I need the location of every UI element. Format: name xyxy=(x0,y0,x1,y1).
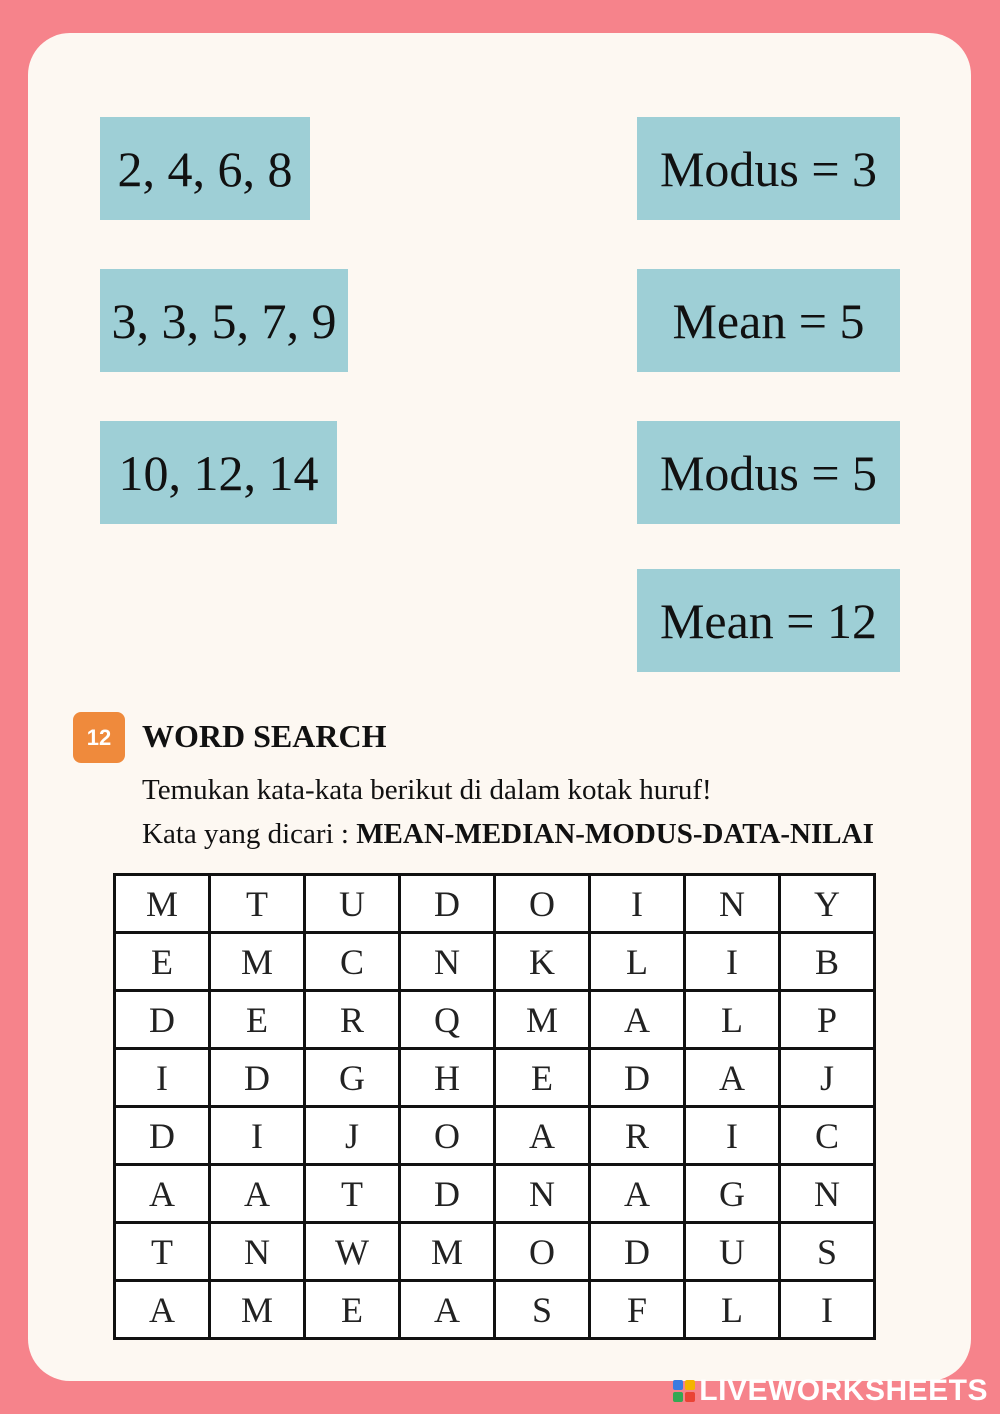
grid-cell[interactable]: G xyxy=(305,1049,400,1107)
dataset-card-3[interactable]: 10, 12, 14 xyxy=(100,421,337,524)
grid-cell[interactable]: K xyxy=(495,933,590,991)
grid-row xyxy=(115,1281,875,1339)
grid-cell[interactable]: R xyxy=(590,1107,685,1165)
grid-cell[interactable]: N xyxy=(400,933,495,991)
grid-cell[interactable]: H xyxy=(400,1049,495,1107)
grid-cell[interactable]: L xyxy=(685,991,780,1049)
grid-cell[interactable]: O xyxy=(495,875,590,933)
dataset-card-2[interactable]: 3, 3, 5, 7, 9 xyxy=(100,269,348,372)
grid-cell[interactable]: I xyxy=(685,1107,780,1165)
grid-cell[interactable]: P xyxy=(780,991,875,1049)
grid-row xyxy=(115,1107,875,1165)
grid-row xyxy=(115,1165,875,1223)
grid-cell[interactable]: R xyxy=(305,991,400,1049)
grid-cell[interactable]: M xyxy=(210,1281,305,1339)
word-search-grid xyxy=(113,873,876,1340)
liveworksheets-logo-icon xyxy=(673,1380,695,1402)
section-title: WORD SEARCH xyxy=(142,718,387,754)
section-number-badge: 12 xyxy=(73,712,125,763)
answer-card-1[interactable]: Modus = 3 xyxy=(637,117,900,220)
grid-cell[interactable]: J xyxy=(780,1049,875,1107)
grid-cell[interactable]: A xyxy=(210,1165,305,1223)
grid-cell[interactable]: O xyxy=(495,1223,590,1281)
grid-cell[interactable]: C xyxy=(780,1107,875,1165)
grid-cell[interactable]: N xyxy=(685,875,780,933)
grid-cell[interactable]: D xyxy=(590,1049,685,1107)
grid-cell[interactable]: I xyxy=(780,1281,875,1339)
grid-cell[interactable]: U xyxy=(305,875,400,933)
grid-cell[interactable]: D xyxy=(590,1223,685,1281)
grid-cell[interactable]: M xyxy=(495,991,590,1049)
grid-cell[interactable]: A xyxy=(590,991,685,1049)
grid-cell[interactable]: D xyxy=(210,1049,305,1107)
grid-cell[interactable]: S xyxy=(780,1223,875,1281)
answer-card-3[interactable]: Modus = 5 xyxy=(637,421,900,524)
grid-row xyxy=(115,991,875,1049)
grid-cell[interactable]: N xyxy=(495,1165,590,1223)
grid-cell[interactable]: T xyxy=(210,875,305,933)
grid-cell[interactable]: A xyxy=(495,1107,590,1165)
grid-cell[interactable]: T xyxy=(115,1223,210,1281)
grid-cell[interactable]: E xyxy=(210,991,305,1049)
grid-cell[interactable]: D xyxy=(400,1165,495,1223)
grid-cell[interactable]: A xyxy=(115,1165,210,1223)
grid-cell[interactable]: C xyxy=(305,933,400,991)
search-words-prefix: Kata yang dicari : xyxy=(142,818,357,850)
search-words-line xyxy=(142,818,874,851)
logo-text: LIVEWORKSHEETS xyxy=(699,1374,988,1407)
grid-cell[interactable]: N xyxy=(780,1165,875,1223)
grid-cell[interactable]: I xyxy=(210,1107,305,1165)
grid-row xyxy=(115,875,875,933)
grid-cell[interactable]: I xyxy=(115,1049,210,1107)
instruction-text: Temukan kata-kata berikut di dalam kotak huruf! xyxy=(142,774,712,806)
grid-cell[interactable]: A xyxy=(400,1281,495,1339)
grid-cell[interactable]: F xyxy=(590,1281,685,1339)
grid-cell[interactable]: I xyxy=(685,933,780,991)
grid-row xyxy=(115,1049,875,1107)
grid-cell[interactable]: N xyxy=(210,1223,305,1281)
grid-cell[interactable]: E xyxy=(495,1049,590,1107)
grid-cell[interactable]: D xyxy=(115,1107,210,1165)
liveworksheets-logo xyxy=(673,1374,988,1408)
grid-cell[interactable]: D xyxy=(400,875,495,933)
grid-cell[interactable]: U xyxy=(685,1223,780,1281)
grid-cell[interactable]: O xyxy=(400,1107,495,1165)
answer-card-2[interactable]: Mean = 5 xyxy=(637,269,900,372)
grid-cell[interactable]: I xyxy=(590,875,685,933)
dataset-card-1[interactable]: 2, 4, 6, 8 xyxy=(100,117,310,220)
grid-cell[interactable]: L xyxy=(685,1281,780,1339)
grid-cell[interactable]: E xyxy=(115,933,210,991)
grid-cell[interactable]: G xyxy=(685,1165,780,1223)
grid-cell[interactable]: Y xyxy=(780,875,875,933)
grid-cell[interactable]: B xyxy=(780,933,875,991)
grid-cell[interactable]: D xyxy=(115,991,210,1049)
grid-cell[interactable]: L xyxy=(590,933,685,991)
grid-cell[interactable]: E xyxy=(305,1281,400,1339)
grid-cell[interactable]: J xyxy=(305,1107,400,1165)
grid-row xyxy=(115,933,875,991)
grid-cell[interactable]: S xyxy=(495,1281,590,1339)
grid-cell[interactable]: A xyxy=(590,1165,685,1223)
search-words-list: MEAN-MEDIAN-MODUS-DATA-NILAI xyxy=(356,818,874,850)
grid-cell[interactable]: M xyxy=(400,1223,495,1281)
answer-card-4[interactable]: Mean = 12 xyxy=(637,569,900,672)
grid-row xyxy=(115,1223,875,1281)
grid-cell[interactable]: M xyxy=(210,933,305,991)
grid-cell[interactable]: M xyxy=(115,875,210,933)
grid-cell[interactable]: Q xyxy=(400,991,495,1049)
grid-cell[interactable]: W xyxy=(305,1223,400,1281)
grid-cell[interactable]: A xyxy=(115,1281,210,1339)
grid-cell[interactable]: A xyxy=(685,1049,780,1107)
grid-cell[interactable]: T xyxy=(305,1165,400,1223)
